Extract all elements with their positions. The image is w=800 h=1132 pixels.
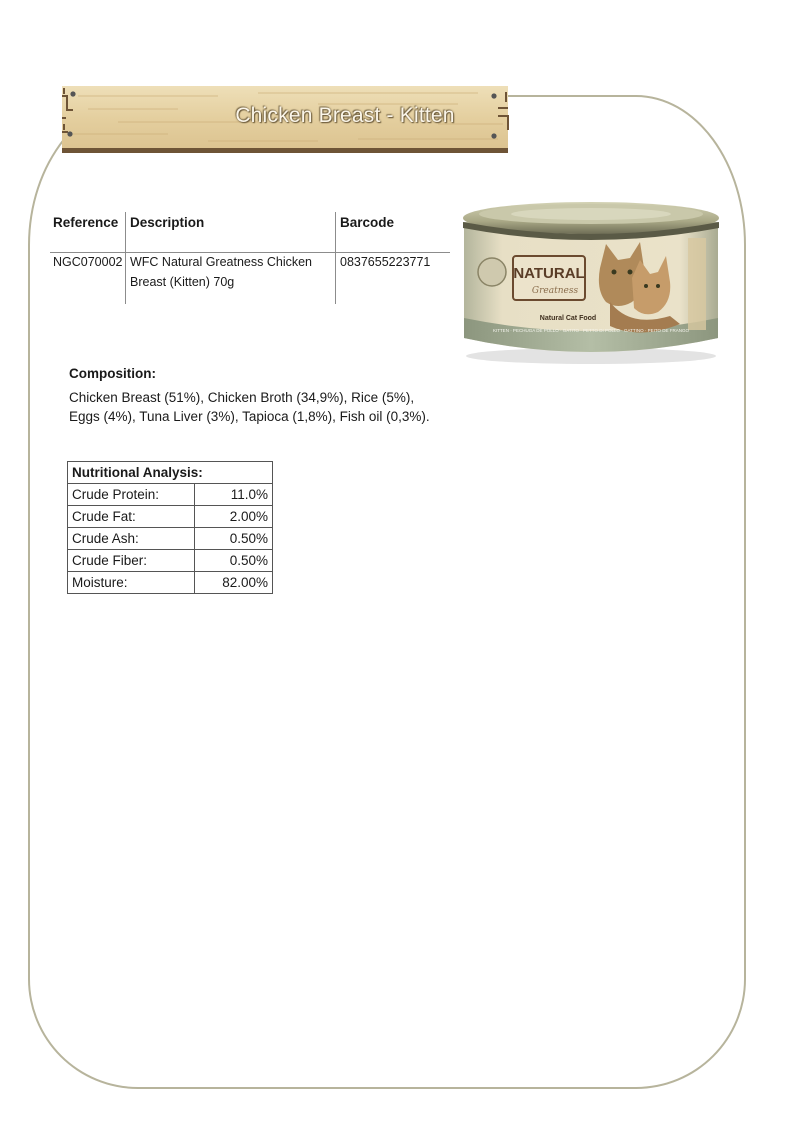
header-barcode: Barcode [340, 215, 395, 230]
nutrient-value: 0.50% [195, 528, 273, 550]
table-row [68, 572, 273, 594]
brand-sub-text: Greatness [531, 286, 579, 296]
cat-food-can-icon [460, 198, 722, 366]
barcode-value: 0837655223771 [340, 255, 431, 269]
description-line-2: Breast (Kitten) 70g [130, 275, 235, 289]
title-banner [58, 84, 512, 154]
header-reference: Reference [53, 215, 119, 230]
composition-title: Composition: [69, 366, 156, 381]
nutrient-value: 2.00% [195, 506, 273, 528]
composition-section [69, 364, 469, 426]
nutrient-label: Crude Fiber: [68, 550, 195, 572]
table-row [68, 484, 273, 506]
header-description: Description [130, 215, 205, 230]
tagline-text: Natural Cat Food [539, 315, 597, 322]
column-divider [125, 212, 126, 304]
product-image [460, 198, 722, 366]
composition-line-1: Chicken Breast (51%), Chicken Broth (34,9%), Rice (5%), [69, 390, 415, 405]
product-table [50, 212, 450, 304]
table-row [68, 506, 273, 528]
nutrition-title: Nutritional Analysis: [68, 462, 273, 484]
band-text: KITTEN · PECHUGA DE POLLO · GATITO · PETTO DI POLLO · GATTINO · PEITO DE FRANGO [492, 328, 690, 333]
composition-text [69, 388, 439, 426]
nutrition-table [67, 461, 273, 594]
nutrient-label: Moisture: [68, 572, 195, 594]
table-row [68, 550, 273, 572]
nutrition-header-row [68, 462, 273, 484]
nutrient-value: 11.0% [195, 484, 273, 506]
brand-text: NATURAL [513, 265, 585, 282]
nutrient-label: Crude Ash: [68, 528, 195, 550]
nutrient-label: Crude Fat: [68, 506, 195, 528]
column-divider [335, 212, 336, 304]
nutrient-label: Crude Protein: [68, 484, 195, 506]
reference-value: NGC070002 [53, 255, 123, 269]
page-title: Chicken Breast - Kitten [235, 104, 455, 127]
nutrient-value: 82.00% [195, 572, 273, 594]
composition-line-2: Eggs (4%), Tuna Liver (3%), Tapioca (1,8%), Fish oil (0,3%). [69, 409, 430, 424]
description-line-1: WFC Natural Greatness Chicken [130, 255, 313, 269]
nutrient-value: 0.50% [195, 550, 273, 572]
table-row [68, 528, 273, 550]
description-value [130, 252, 312, 292]
